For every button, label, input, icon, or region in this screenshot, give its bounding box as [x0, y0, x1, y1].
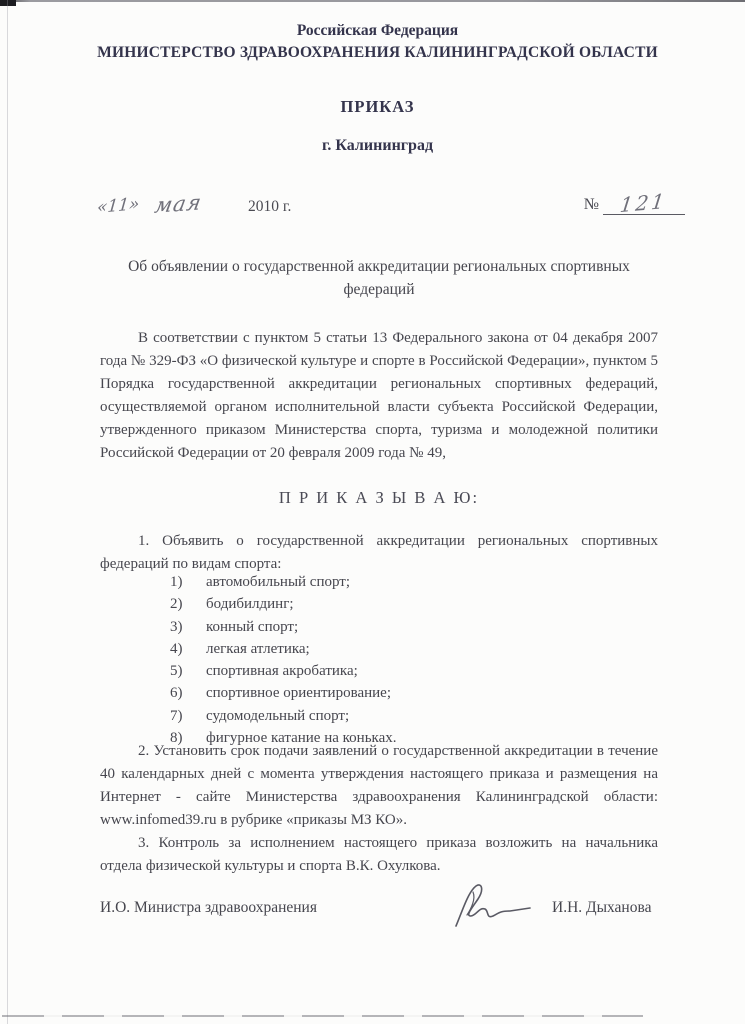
scan-corner-mark: [0, 0, 16, 6]
preamble-paragraph: В соответствии с пунктом 5 статьи 13 Федерального закона от 04 декабря 2007 года № 329-ФЗ «О физической культуре и спорте в Российской Федерации», пунктом 5 Порядка государственной аккредитации региональных спортивных федераций, осуществляемой органом исполнительной власти субъекта Российской Федерации, утвержденного приказом Министерства спорта, туризма и молодежной политики Российской Федерации от 20 февраля 2009 года № 49,: [100, 330, 658, 461]
list-item-label: судомодельный спорт;: [206, 707, 350, 724]
list-item-number: 1): [170, 574, 183, 590]
list-item: [170, 571, 397, 593]
handwritten-month: мая: [153, 190, 205, 218]
signature-ink: [440, 880, 540, 934]
list-item-label: спортивное ориентирование;: [206, 685, 391, 702]
order-item-1: 1. Объявить о государственной аккредитации региональных спортивных федераций по видам спорта:: [100, 533, 658, 572]
scan-edge-left: [7, 0, 8, 1024]
list-item-label: спортивная акробатика;: [206, 663, 358, 680]
list-item-number: 7): [170, 707, 183, 724]
scan-edge-top: [0, 0, 745, 2]
list-item-number: 2): [170, 596, 183, 613]
order-verb: П Р И К А З Ы В А Ю:: [278, 488, 480, 507]
handwritten-order-number: 121: [619, 188, 669, 218]
scan-edge-bottom: [2, 1015, 643, 1017]
list-item: [170, 705, 397, 727]
document-type-title: ПРИКАЗ: [340, 97, 415, 116]
list-item: [170, 638, 397, 660]
list-item-number: 4): [170, 640, 183, 657]
number-underline: [603, 188, 685, 218]
date-year: 2010 г.: [248, 198, 292, 215]
order-item-2: 2. Установить срок подачи заявлений о государственной аккредитации в течение 40 календарных дней с момента утверждения настоящего приказа и размещения на Интернет - сайте Министерства здравоохранения Калининградской области: www.infomed39.ru в рубрике «приказы МЗ КО».: [100, 743, 658, 828]
list-item-number: 8): [170, 730, 183, 747]
list-item-label: конный спорт;: [206, 618, 299, 635]
list-item-number: 3): [170, 618, 183, 635]
list-item-number: 5): [170, 663, 183, 680]
list-item: [170, 682, 397, 704]
number-sign-label: №: [583, 196, 599, 213]
signer-position: И.О. Министра здравоохранения: [100, 899, 317, 916]
list-item-label: бодибилдинг;: [206, 596, 294, 613]
letterhead-ministry: МИНИСТЕРСТВО ЗДРАВООХРАНЕНИЯ КАЛИНИНГРАДСКОЙ ОБЛАСТИ: [97, 44, 658, 61]
document-city: г. Калининград: [321, 137, 434, 154]
letterhead-country: Российская Федерация: [296, 22, 459, 39]
list-item-number: 6): [170, 685, 183, 702]
handwritten-day: «11»: [96, 194, 141, 218]
list-item-label: легкая атлетика;: [206, 640, 310, 657]
date-field: [97, 192, 291, 216]
list-item: [170, 616, 397, 638]
signer-name: И.Н. Дыханова: [552, 899, 652, 916]
order-subject: Об объявлении о государственной аккредитации региональных спортивных федераций: [128, 258, 630, 298]
list-item-label: фигурное катание на коньках.: [206, 730, 397, 747]
sports-list: [170, 571, 397, 749]
list-item: [170, 593, 397, 615]
date-number-row: [97, 190, 685, 224]
order-item-3: 3. Контроль за исполнением настоящего приказа возложить на начальника отдела физической культуры и спорта В.К. Охулкова.: [100, 835, 658, 874]
list-item-label: автомобильный спорт;: [206, 574, 351, 590]
list-item: [170, 660, 397, 682]
order-number-field: [583, 188, 685, 218]
